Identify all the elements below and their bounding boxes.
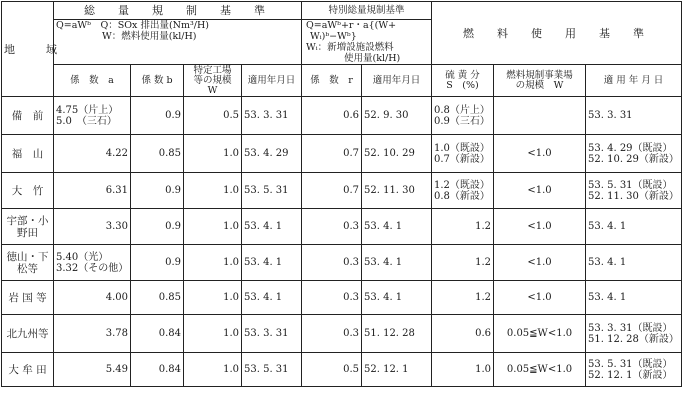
- apply-date-fuel-line: 52. 10. 29（新設）: [588, 153, 679, 165]
- region-line: 大 竹: [11, 184, 44, 197]
- fuel-scale-cell: <1.0: [494, 281, 586, 315]
- fuel-scale-cell: <1.0: [494, 135, 586, 173]
- apply-date-fuel-cell: [586, 173, 682, 209]
- coef-a-cell: [54, 209, 131, 245]
- regulation-table-page: [1, 1, 682, 403]
- table-row: [2, 173, 682, 209]
- region-line: 備 前: [11, 109, 44, 122]
- scale-w-line: 特定工場: [193, 64, 232, 76]
- region-line: 北九州等: [6, 327, 49, 340]
- region-cell: [2, 315, 54, 353]
- coef-a-cell: [54, 97, 131, 135]
- coef-b-cell: 0.9: [131, 173, 184, 209]
- scale-w-cell: 1.0: [184, 173, 242, 209]
- coef-r-cell: 0.3: [302, 315, 362, 353]
- sulfur-line: 1.2: [475, 292, 492, 303]
- region-cell: [2, 209, 54, 245]
- scale-w-cell: 1.0: [184, 281, 242, 315]
- coef-b-cell: 0.9: [131, 209, 184, 245]
- apply-date-special-cell: 53. 4. 1: [362, 281, 432, 315]
- coef-r-header: 係 数 r: [302, 65, 362, 97]
- sulfur-line: 1.2（既設）: [434, 179, 490, 191]
- coef-a-line: 3.30: [105, 221, 128, 232]
- apply-date-fuel-line: 53. 5. 31（既設）: [588, 179, 673, 191]
- apply-date-special-cell: 52. 10. 29: [362, 135, 432, 173]
- coef-a-line: 4.75（片上）: [56, 104, 119, 116]
- sulfur-line: 1.0: [475, 364, 492, 375]
- coef-a-line: 6.31: [105, 185, 128, 196]
- fuel-scale-cell: <1.0: [494, 209, 586, 245]
- coef-a-cell: [54, 135, 131, 173]
- coef-a-line: 3.32（その他）: [56, 262, 129, 274]
- sox-regulation-table: [1, 1, 682, 387]
- sulfur-cell: [432, 97, 494, 135]
- fuel-standard-header: 燃 料 使 用 基 準: [432, 2, 682, 65]
- region-header: 地 域: [2, 2, 54, 97]
- apply-date-fuel-cell: [586, 97, 682, 135]
- apply-date-fuel-line: 53. 4. 1: [588, 221, 627, 232]
- apply-date-fuel-line: 52. 12. 1（新設）: [588, 369, 673, 381]
- scale-w-line: 等の規模: [193, 74, 232, 86]
- apply-date-cell: 53. 3. 31: [242, 315, 302, 353]
- coef-a-cell: [54, 315, 131, 353]
- coef-a-line: 5.40（光）: [56, 251, 109, 263]
- region-cell: [2, 97, 54, 135]
- apply-date-special-cell: 52. 9. 30: [362, 97, 432, 135]
- apply-date-special-cell: 53. 4. 1: [362, 245, 432, 281]
- special-formula-line: 使用量(kl/H): [344, 53, 401, 64]
- sulfur-line: S (%): [446, 79, 479, 91]
- fuel-scale-cell: <1.0: [494, 173, 586, 209]
- coef-r-cell: 0.6: [302, 97, 362, 135]
- sulfur-cell: [432, 245, 494, 281]
- fuel-scale-line: の規模 W: [515, 79, 564, 91]
- sulfur-line: 0.7（新設）: [434, 153, 490, 165]
- coef-a-header: 係 数 a: [54, 65, 131, 97]
- coef-r-cell: 0.7: [302, 173, 362, 209]
- apply-date-fuel-cell: [586, 281, 682, 315]
- region-cell: [2, 281, 54, 315]
- fuel-scale-header: [494, 65, 586, 97]
- apply-date-special-cell: 52. 11. 30: [362, 173, 432, 209]
- total-formula-line: W：燃料使用量(kl/H): [102, 31, 197, 42]
- region-cell: [2, 135, 54, 173]
- sulfur-cell: [432, 281, 494, 315]
- apply-date-cell: 53. 5. 31: [242, 173, 302, 209]
- scale-w-cell: 1.0: [184, 209, 242, 245]
- apply-date-fuel-cell: [586, 315, 682, 353]
- apply-date-fuel-line: 53. 4. 1: [588, 292, 627, 303]
- apply-date-fuel-line: 53. 3. 31: [588, 110, 633, 121]
- fuel-scale-cell: 0.05≦W<1.0: [494, 353, 586, 387]
- apply-date-fuel-line: 51. 12. 28（新設）: [588, 333, 679, 345]
- table-row: [2, 209, 682, 245]
- sulfur-line: 1.2: [475, 257, 492, 268]
- region-line: 福 山: [11, 147, 44, 160]
- sulfur-line: 0.8（片上）: [434, 104, 490, 116]
- table-row: [2, 281, 682, 315]
- fuel-scale-cell: [494, 97, 586, 135]
- apply-date-cell: 53. 4. 1: [242, 281, 302, 315]
- fuel-scale-cell: <1.0: [494, 245, 586, 281]
- scale-w-header: [184, 65, 242, 97]
- sulfur-line: 硫 黄 分: [445, 69, 480, 81]
- apply-date-fuel-cell: [586, 209, 682, 245]
- apply-date-fuel-cell: [586, 353, 682, 387]
- region-cell: [2, 353, 54, 387]
- table-row: [2, 353, 682, 387]
- coef-a-line: 4.22: [105, 148, 128, 159]
- coef-b-cell: 0.84: [131, 315, 184, 353]
- table-row: [2, 97, 682, 135]
- sulfur-cell: [432, 315, 494, 353]
- apply-date-fuel-line: 53. 4. 29（既設）: [588, 142, 673, 154]
- sulfur-cell: [432, 353, 494, 387]
- apply-date-fuel-line: 53. 4. 1: [588, 257, 627, 268]
- table-row: [2, 135, 682, 173]
- coef-b-cell: 0.85: [131, 135, 184, 173]
- apply-date-cell: 53. 3. 31: [242, 97, 302, 135]
- coef-a-line: 4.00: [105, 292, 128, 303]
- coef-a-cell: [54, 173, 131, 209]
- region-line: 野田: [17, 226, 38, 239]
- sulfur-line: 0.8（新設）: [434, 190, 490, 202]
- region-line: 宇部・小: [6, 214, 49, 227]
- coef-b-cell: 0.85: [131, 281, 184, 315]
- coef-a-cell: [54, 353, 131, 387]
- coef-a-line: 5.0 （三石）: [56, 115, 117, 127]
- scale-w-cell: 1.0: [184, 315, 242, 353]
- scale-w-cell: 0.5: [184, 97, 242, 135]
- apply-date-fuel-header: 適 用 年 月 日: [586, 65, 682, 97]
- coef-a-cell: [54, 245, 131, 281]
- apply-date-cell: 53. 4. 1: [242, 245, 302, 281]
- apply-date-fuel-cell: [586, 135, 682, 173]
- special-formula-line: Wᵢ)ᵇ−Wᵇ}: [310, 31, 357, 42]
- scale-w-line: W: [207, 84, 218, 96]
- sulfur-line: 1.0（既設）: [434, 142, 490, 154]
- coef-r-cell: 0.7: [302, 135, 362, 173]
- coef-b-cell: 0.9: [131, 245, 184, 281]
- coef-r-cell: 0.3: [302, 209, 362, 245]
- coef-r-cell: 0.3: [302, 281, 362, 315]
- apply-date-special-cell: 52. 12. 1: [362, 353, 432, 387]
- scale-w-cell: 1.0: [184, 353, 242, 387]
- special-standard-header: 特別総量規制基準: [302, 2, 432, 20]
- coef-a-line: 3.78: [105, 328, 128, 339]
- table-row: [2, 315, 682, 353]
- special-formula-line: Q=aWᵇ+r・a{(W+: [306, 20, 397, 31]
- scale-w-cell: 1.0: [184, 135, 242, 173]
- apply-date-fuel-line: 53. 3. 31（既設）: [588, 322, 673, 334]
- scale-w-cell: 1.0: [184, 245, 242, 281]
- region-line: 大 牟 田: [8, 363, 47, 376]
- region-cell: [2, 245, 54, 281]
- apply-date-cell: 53. 4. 29: [242, 135, 302, 173]
- sulfur-line: 0.6: [475, 328, 492, 339]
- region-cell: [2, 173, 54, 209]
- special-formula-line: Wᵢ：新増設施設燃料: [306, 42, 394, 53]
- sulfur-cell: [432, 135, 494, 173]
- apply-date-special-header: 適用年月日: [362, 65, 432, 97]
- apply-date-fuel-line: 52. 11. 30（新設）: [588, 190, 679, 202]
- total-formula-line: Q=aWᵇ Q：SOx 排出量(Nm³/H): [56, 20, 209, 31]
- coef-a-cell: [54, 281, 131, 315]
- table-body: [2, 97, 682, 387]
- region-line: 松等: [17, 262, 38, 275]
- coef-b-cell: 0.9: [131, 97, 184, 135]
- apply-date-fuel-cell: [586, 245, 682, 281]
- apply-date-special-cell: 53. 4. 1: [362, 209, 432, 245]
- special-formula: [302, 20, 432, 65]
- coef-a-line: 5.49: [105, 364, 128, 375]
- apply-date-special-cell: 51. 12. 28: [362, 315, 432, 353]
- sulfur-header: [432, 65, 494, 97]
- apply-date-cell: 53. 5. 31: [242, 353, 302, 387]
- coef-r-cell: 0.5: [302, 353, 362, 387]
- apply-date-header: 適用年月日: [242, 65, 302, 97]
- sulfur-cell: [432, 173, 494, 209]
- coef-b-cell: 0.84: [131, 353, 184, 387]
- coef-r-cell: 0.3: [302, 245, 362, 281]
- region-line: 徳山・下: [6, 250, 49, 263]
- coef-b-header: 係 数 b: [131, 65, 184, 97]
- apply-date-fuel-line: 53. 5. 31（既設）: [588, 358, 673, 370]
- sulfur-line: 0.9（三石）: [434, 115, 490, 127]
- total-standard-header: 総 量 規 制 基 準: [54, 2, 302, 20]
- region-line: 岩 国 等: [8, 291, 47, 304]
- table-row: [2, 245, 682, 281]
- total-formula: [54, 20, 302, 65]
- sulfur-cell: [432, 209, 494, 245]
- fuel-scale-line: 燃料規制事業場: [506, 69, 573, 81]
- apply-date-cell: 53. 4. 1: [242, 209, 302, 245]
- fuel-scale-cell: 0.05≦W<1.0: [494, 315, 586, 353]
- sulfur-line: 1.2: [475, 221, 492, 232]
